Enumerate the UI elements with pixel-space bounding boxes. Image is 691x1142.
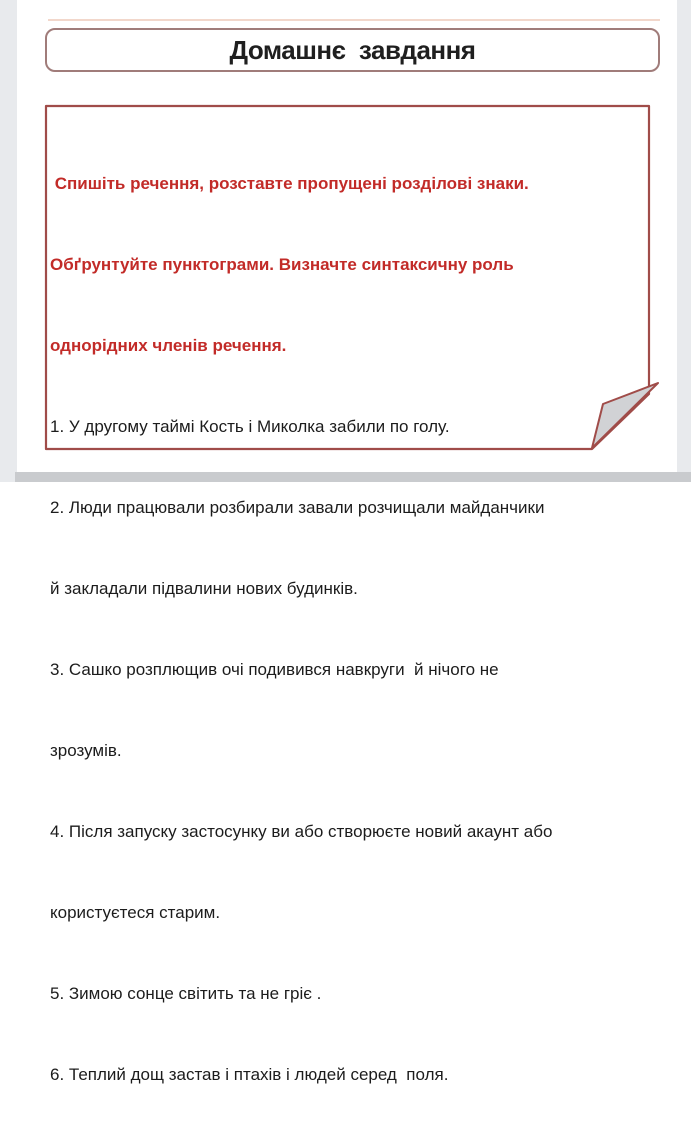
instruction-line: Спишіть речення, розставте пропущені розділові знаки. bbox=[50, 174, 529, 193]
top-accent-line bbox=[48, 19, 660, 21]
instruction-line: Обґрунтуйте пунктограми. Визначте синтаксичну роль bbox=[50, 255, 514, 274]
bottom-edge-bar bbox=[15, 472, 691, 482]
sentence-line: й закладали підвалини нових будинків. bbox=[50, 579, 358, 598]
sentence-line: 5. Зимою сонце світить та не гріє . bbox=[50, 984, 322, 1003]
sentence-line: 4. Після запуску застосунку ви або створюєте новий акаунт або bbox=[50, 822, 553, 841]
sentence-line: 2. Люди працювали розбирали завали розчищали майданчики bbox=[50, 498, 545, 517]
sentence-line: користуєтеся старим. bbox=[50, 903, 221, 922]
task-text-block bbox=[50, 116, 647, 1084]
sentence-line: 3. Сашко розплющив очі подивився навкруги й нічого не bbox=[50, 660, 499, 679]
sentence-line: 1. У другому таймі Кость і Миколка забили по голу. bbox=[50, 417, 450, 436]
slide-title: Домашнє завдання bbox=[229, 34, 476, 65]
title-box bbox=[45, 28, 660, 72]
sentence-line: 6. Теплий дощ застав і птахів і людей серед поля. bbox=[50, 1065, 449, 1084]
slide-page bbox=[17, 0, 677, 1084]
instruction-line: однорідних членів речення. bbox=[50, 336, 287, 355]
sentence-line: зрозумів. bbox=[50, 741, 122, 760]
